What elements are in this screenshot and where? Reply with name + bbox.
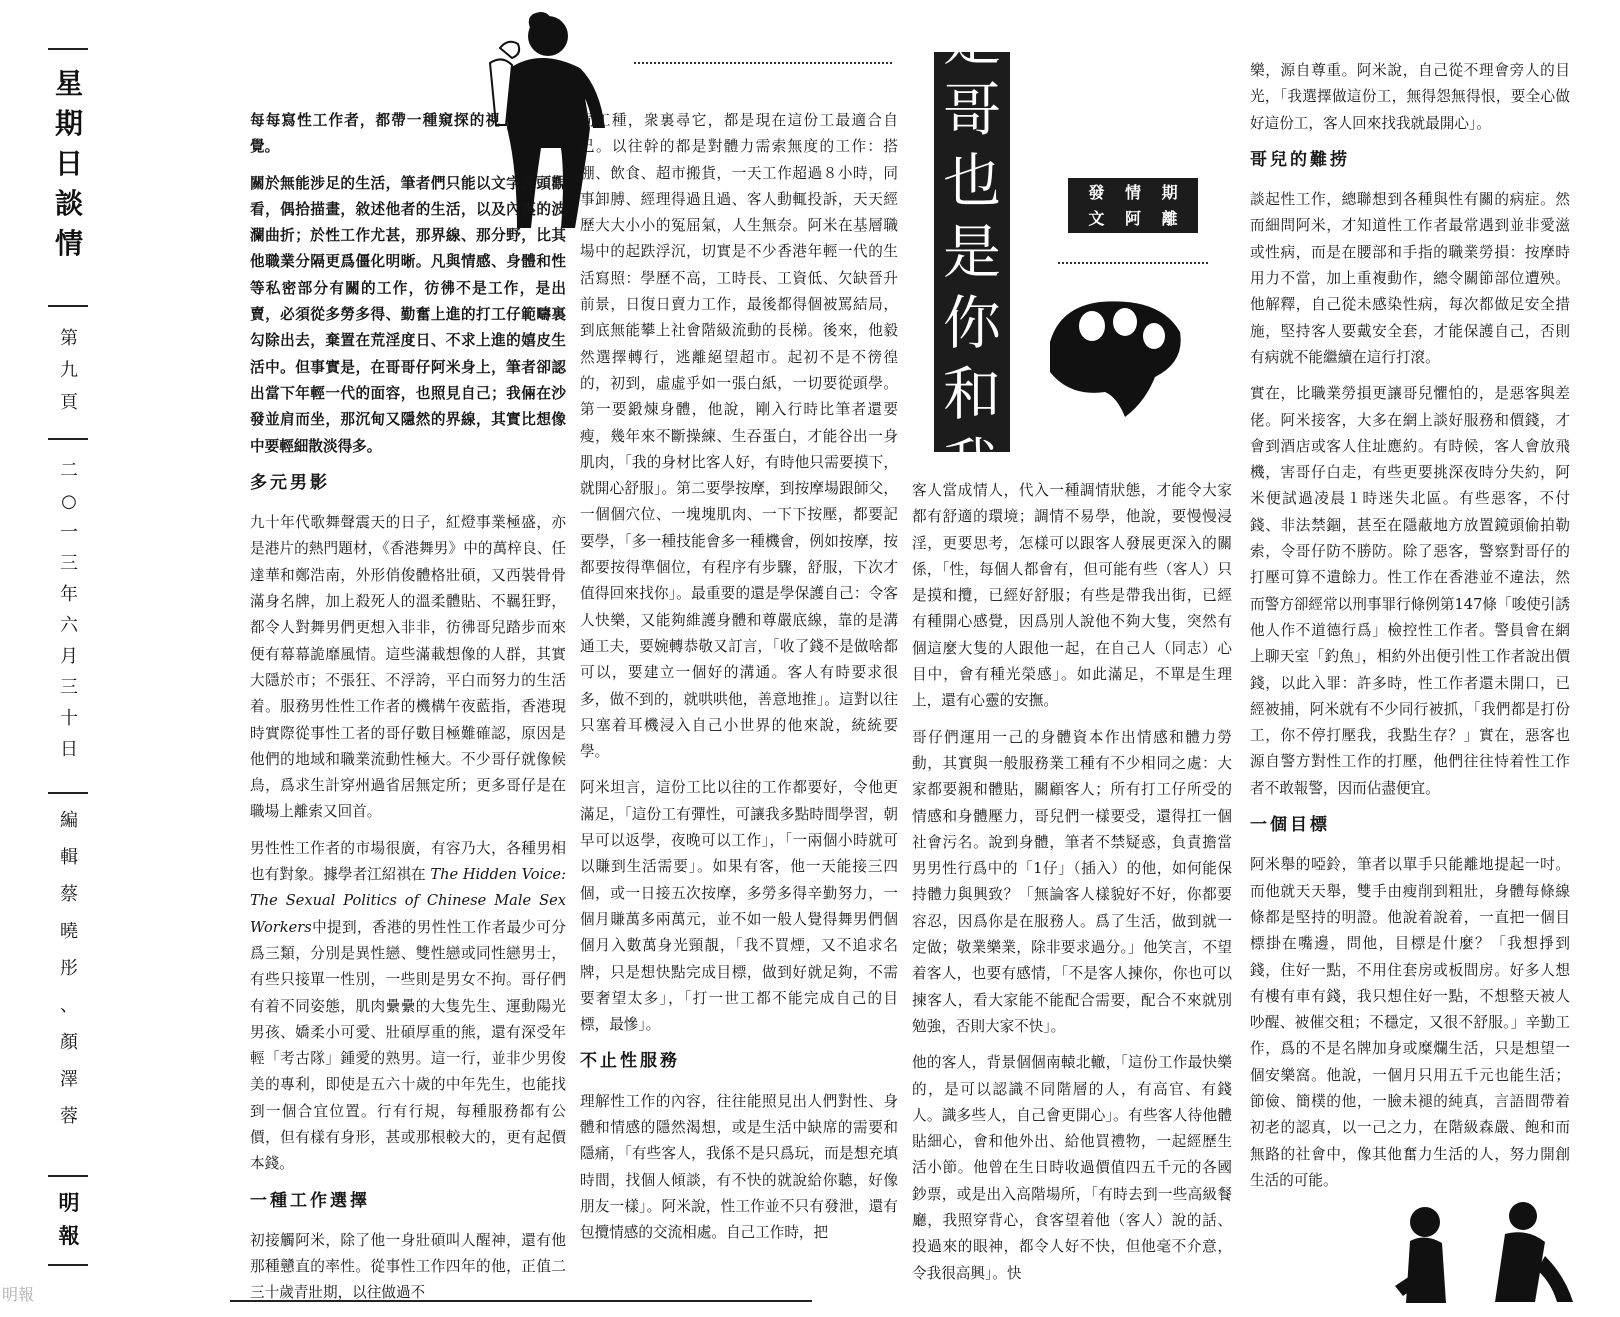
- column-name-char: 談: [54, 187, 83, 220]
- newspaper-char: 明: [58, 1190, 80, 1215]
- date-char: 三: [60, 553, 78, 574]
- column-name-char: 日: [54, 147, 83, 180]
- paragraph: 關於無能涉足的生活，筆者們只能以文字探頭觀看，偶拾描畫，敘述他者的生活，以及內裏的波瀾曲折；於性工作尤甚，那界線、那分野，比其他職業分隔更爲僵化明晰。凡與情感、身體和性等私密部分有關的工作，彷彿不是工作，是出賣，必須從多勞多得、勤奮上進的打工仔範疇裏勾除出去，棄置在荒淫度日、不求上進的嬉皮生活中。但事實是，在哥哥仔阿米身上，筆者卻認出當下年輕一代的面容，也照見自己；我倆在沙發並肩而坐，那沉甸又隱然的界線，其實比想像中要輕細散淡得多。: [250, 174, 566, 455]
- editor-char: 曉: [60, 921, 78, 942]
- section-heading: 一種工作選擇: [250, 1190, 370, 1211]
- sidebar-rule: [48, 305, 88, 307]
- headline-char: 是: [942, 4, 1001, 73]
- section-heading: 哥兒的難捞: [1250, 149, 1350, 170]
- byline: [1068, 178, 1198, 233]
- paragraph: 談起性工作，總聯想到各種與性有關的病症。然而細問阿米，才知道性工作者最常遇到並非愛滋或性病，而是在腰部和手指的職業勞損：按摩時用力不當，加上重複動作，總令關節部位遭殃。他解釋，自己從未感染性病，每次都做足安全措施，堅持客人要戴安全套，才能保護自己，否則有病就不能繼續在這行打滾。: [1250, 191, 1570, 366]
- article-column-4: [1250, 58, 1570, 1204]
- headline: [934, 4, 1010, 499]
- dotted-rule: [1058, 262, 1208, 264]
- paragraph: 理解性工作的內容，往往能照見出人們對性、身體和情感的隱然渴想，或是生活中缺席的需要和隱痛，「有些客人，我係不是只爲玩，而是想充填時間，找個人傾談，有不快的就說給你聽，好像朋友一樣」。阿米說，性工作並不只有發泄，還有包攬情感的交流相處。自己工作時，把: [580, 1092, 898, 1242]
- sidebar-rule: [48, 1264, 88, 1266]
- paragraph: 同工種，衆裏尋它，都是現在這份工最適合自己。以往幹的都是對體力需索無度的工作：搭棚、飲食、超市搬貨，一天工作超過８小時，同事卸膊、經理得過且過、客人動輒投訴，天天經歷大大小小的冤屈氣，人生無奈。阿米在基層職場中的起跌浮沉，切實是不少香港年輕一代的生活寫照：學歷不高，工時長、工資低、欠缺晉升前景，日復日賣力工作，最後都得個被罵結局，到底無能攀上社會階級流動的長梯。後來，他毅然選擇轉行，逃離絕望超市。起初不是不徬徨的，初到，虛虛乎如一張白紙，一切要從頭學。第一要鍛煉身體，他說，剛入行時比筆者還要瘦，幾年來不斷操練、生吞蛋白，才能谷出一身肌肉，「我的身材比客人好，有時他只需要摸下，就開心舒服」。第二要學按摩，到按摩場跟師父，一個個穴位、一塊塊肌肉、一下下按壓，都要記要學，「多一種技能會多一種機會，例如按摩，按都要按得準個位，有程序有步驟，舒服，下次才值得回來找你」。最重要的還是學保護自己：令客人快樂，又能夠維護身體和尊嚴底線，靠的是溝通工夫，要婉轉恭敬又訂言，「收了錢不是做啥都可以，要建立一個好的溝通。客人有時要求很多，做不到的，就哄哄他，善意地推」。這對以往只塞着耳機浸入自己小世界的他來說，統統要學。: [580, 112, 898, 761]
- byline-author: [1068, 206, 1198, 232]
- byline-char: 期: [1161, 183, 1178, 202]
- date-char: ○: [61, 491, 77, 512]
- date-char: 三: [60, 677, 78, 698]
- headline-char: 我: [942, 430, 1001, 499]
- section-heading: 不止性服務: [580, 1051, 680, 1072]
- date-char: 二: [60, 460, 78, 481]
- byline-char: 情: [1124, 183, 1141, 202]
- column-name-char: 期: [54, 107, 83, 140]
- page-number-char: 九: [60, 360, 78, 381]
- date-char: 月: [60, 646, 78, 667]
- paragraph: [250, 836, 566, 1178]
- article-column-1: [250, 108, 566, 1317]
- byline-column: [1068, 178, 1198, 206]
- editors: [48, 812, 90, 1126]
- paragraph: 初接觸阿米，除了他一身壯碩叫人醒神，還有他那種戇直的率性。從事性工作四年的他，正值二三十歲青壯期，以往做過不: [250, 1231, 566, 1302]
- sidebar-rule: [48, 438, 88, 440]
- paragraph: 實在，比職業勞損更讓哥兒懼怕的，是惡客與差佬。阿米接客，大多在網上談好服務和價錢，才會到酒店或客人住址應約。有時候，客人會放飛機，害哥仔白走，有些更要挑深夜時分失約，阿米便試過凌晨１時迷失北區。有些惡客，不付錢、非法禁錮，甚至在隱蔽地方放置鏡頭偷拍勒索，令哥仔防不勝防。除了惡客，警察對哥仔的打壓可算不遺餘力。性工作在香港並不違法，然而警方卻經常以刑事罪行條例第147條「唆使引誘他人作不道德行爲」檢控性工作者。警員會在網上聊天室「釣魚」，相約外出便引性工作者說出價錢，以此入罪：許多時，性工作者還未開口，已經被捕，阿米就有不少同行被抓，「我們都是打份工，你不停打壓我，我點生存？」實在，惡客也源自警方對性工作的打壓，他們往往恃着性工作者不敢報警，因而佔盡便宜。: [1250, 385, 1570, 797]
- headline-char: 哥: [942, 75, 1001, 144]
- editor-char: 蓉: [60, 1106, 78, 1127]
- section-heading: 多元男影: [250, 472, 330, 493]
- illustration-two-figures: [1385, 1196, 1575, 1304]
- editor-char: 、: [60, 995, 78, 1016]
- article-column-3: [912, 478, 1232, 1297]
- editor-char: 澤: [60, 1069, 78, 1090]
- book-title: The Hidden Voice: The Sexual Politics of Chinese Male Sex Workers: [250, 866, 566, 936]
- page-number-char: 第: [60, 328, 78, 349]
- text-run: 男性性工作者的市場很廣，有容乃大，各種男相也有對象。據學者江紹祺在: [250, 839, 566, 884]
- headline-char: 你: [942, 288, 1001, 357]
- byline-char: 文: [1088, 209, 1105, 228]
- editor-char: 蔡: [60, 884, 78, 905]
- date-char: 十: [60, 708, 78, 729]
- page-number-char: 頁: [60, 392, 78, 413]
- editor-char: 編: [60, 810, 78, 831]
- byline-char: 發: [1088, 183, 1105, 202]
- newspaper-char: 報: [58, 1223, 80, 1248]
- editor-char: 彤: [60, 958, 78, 979]
- byline-char: 離: [1161, 209, 1178, 228]
- paragraph: 阿米舉的啞鈴，筆者以單手只能離地提起一吋。而他就天天舉，雙手由瘦削到粗壯，身體每條線條都是堅持的明證。他說着說着，一直把一個目標掛在嘴邊，問他，目標是什麼？「我想掙到錢，住好一點，不用住套房或板間房。好多人想有樓有車有錢，我只想住好一點，不想整天被人吵醒、被催交租；不穩定，又很不舒服。」辛勤工作，爲的不是名牌加身或糜爛生活，只是想望一個安樂窩。他說，一個月只用五千元也能生活；節儉、簡樸的他，一臉未褪的純真，言語間帶着初老的認真，以一己之力，在階級森嚴、飽和而無路的社會中，像其他奮力生活的人，努力開創生活的可能。: [1250, 856, 1570, 1189]
- watermark: 明報: [2, 1285, 35, 1304]
- newspaper-name: [48, 1192, 90, 1246]
- editor-char: 顏: [60, 1032, 78, 1053]
- paragraph: 哥仔們運用一己的身體資本作出情感和體力勞動，其實與一般服務業工種有不少相同之處：大家都要親和體貼，關顧客人；所有打工仔所受的情感和身體壓力，哥兒們一樣要受，還得扛一個社會污名。說到身體，筆者不禁疑惑，負責擔當男男性行爲中的「1仔」（插入）的他，如何能保持體力與興致？「無論客人樣貌好不好，你都要容忍，因爲你是在服務人。爲了生活，做到就一定做；敬業樂業，除非要求過分。」他笑言，不望着客人，也要有感情，「不是客人揀你，你也可以揀客人，看大家能不能配合需要，配合不來就別勉強，否則大家不快」。: [912, 728, 1232, 1035]
- column-name-char: 星: [54, 67, 83, 100]
- illustration-heads: [1040, 282, 1190, 432]
- paragraph: 阿米坦言，這份工比以往的工作都要好，令他更滿足，「這份工有彈性，可讓我多點時間學習，朝早可以返學，夜晚可以工作」，「一兩個小時就可以賺到生活需要」。如果有客，他一天能接三四個，或一日接五次按摩，多勞多得辛勤努力，一個月賺萬多兩萬元，並不如一般人覺得舞男們個個月入數萬身光頸靚，「我不買煙，又不追求名牌，只是想快點完成目標，做到好就足夠，不需要奢望太多」，「打一世工都不能完成自己的目標，最慘」。: [580, 779, 898, 1034]
- column-name: [48, 67, 90, 260]
- article-column-2: [580, 108, 898, 1256]
- sidebar-rule: [48, 1175, 88, 1177]
- editor-char: 輯: [60, 847, 78, 868]
- date-char: 一: [60, 522, 78, 543]
- text-run: 中提到，香港的男性性工作者最少可分爲三類，分別是異性戀、雙性戀或同性戀男士，有些只接單一性別，一些則是男女不拘。哥仔們有着不同姿態，肌肉纍纍的大隻先生、運動陽光男孩、嬌柔小可愛、壯碩厚重的熊，還有深受年輕「考古隊」鍾愛的熟男。這一行，並非少男俊美的專利，即使是五六十歲的中年先生，也能找到一個合宜位置。行有行規，每種服務都有公價，但有樣有身形，甚或那根較大的，更有起價本錢。: [250, 918, 566, 1173]
- paragraph: 每每寫性工作者，都帶一種窺探的視覺。: [250, 112, 500, 156]
- sidebar-rule: [48, 792, 88, 794]
- headline-char: 是: [942, 217, 1001, 286]
- section-heading: 一個目標: [1250, 815, 1330, 836]
- sidebar-rule: [48, 48, 88, 50]
- dotted-rule: [634, 62, 892, 64]
- issue-date: [48, 462, 90, 759]
- column-name-char: 情: [54, 227, 83, 260]
- date-char: 日: [60, 739, 78, 760]
- byline-char: 阿: [1124, 209, 1141, 228]
- headline-char: 和: [942, 359, 1001, 428]
- page-number: [48, 330, 90, 412]
- paragraph: 客人當成情人，代入一種調情狀態，才能令大家都有舒適的環境；調情不易學，他說，要慢慢浸淫，更要思考，怎樣可以跟客人發展更深入的關係，「性，每個人都會有，但可能有些（客人）只是摸和攬，已經好舒服；有些是帶我出街，已經有種開心感覺，因爲別人說他不夠大隻，突然有個這麼大隻的人跟他一起，在自己人（同志）心目中，會有種光榮感」。如此滿足，不單是生理上，還有心靈的安撫。: [912, 482, 1232, 710]
- headline-char: 也: [942, 146, 1001, 215]
- paragraph: 他的客人，背景個個南轅北轍，「這份工作最快樂的，是可以認識不同階層的人，有高官、有錢人。識多些人，自己會更開心」。有些客人待他體貼細心，會和他外出、給他買禮物，一起經歷生活小節。他曾在生日時收過價值四五千元的各國鈔票，或是出入高階場所，「有時去到一些高級餐廳，我照穿背心，食客望着他（客人）說的話、投過來的眼神，都令人好不快，但他毫不介意，令我很高興」。快: [912, 1054, 1232, 1282]
- paragraph: 樂，源自尊重。阿米說，自己從不理會旁人的目光，「我選擇做這份工，無得怨無得恨，要全心做好這份工，客人回來找我就最開心」。: [1250, 62, 1570, 132]
- date-char: 六: [60, 615, 78, 636]
- date-char: 年: [60, 584, 78, 605]
- paragraph: 九十年代歌舞聲震天的日子，紅燈事業極盛，亦是港片的熱門題材，《香港舞男》中的萬梓良、任達華和鄭浩南，外形俏俊體格壯碩，又西裝骨骨滿身名牌，加上殺死人的溫柔體貼、不羈狂野，都令人對舞男們更想入非非，彷彿哥兒踏步而來便有幕幕詭靡風情。這些滿載想像的人群，其實大隱於市；不張狂、不浮誇，平白而努力的生活着。服務男性性工作者的機構午夜藍指，香港現時實際從事性工者的哥仔數目極難確認，原因是他們的地域和職業流動性極大。不少哥仔就像候鳥，爲求生計穿州過省居無定所；更多哥仔是在職場上離索又回首。: [250, 514, 566, 821]
